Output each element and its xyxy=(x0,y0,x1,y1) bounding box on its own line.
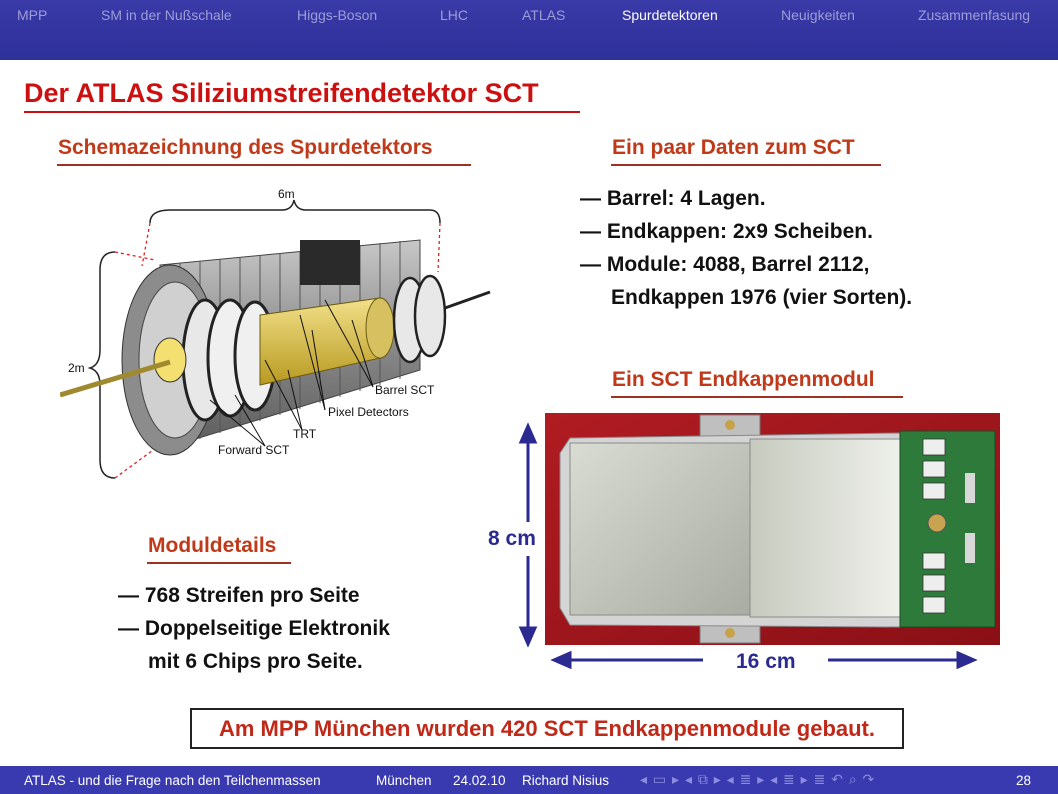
nav-item-spurdetektoren[interactable]: Spurdetektoren xyxy=(622,7,718,23)
footer-place: München xyxy=(376,773,432,788)
nav-item-zusammenfasung[interactable]: Zusammenfasung xyxy=(918,7,1031,23)
list-item: — Doppelseitige Elektronik xyxy=(118,617,390,640)
summary-note: Am MPP München wurden 420 SCT Endkappenmodule gebaut. xyxy=(190,708,904,749)
diagram-label-6m: 6m xyxy=(278,187,295,201)
details-heading-underline xyxy=(147,562,291,564)
diagram-heading-underline xyxy=(57,164,471,166)
footer-bar xyxy=(0,766,1058,794)
diagram-label-2m: 2m xyxy=(68,361,85,375)
endcap-module-photo xyxy=(545,413,1000,645)
sct-data-list xyxy=(580,182,912,314)
nav-item-higgs[interactable]: Higgs-Boson xyxy=(297,7,378,23)
nav-item-lhc[interactable]: LHC xyxy=(440,7,469,23)
slide-title: Der ATLAS Siliziumstreifendetektor SCT xyxy=(24,78,539,108)
detector-schematic xyxy=(60,180,500,485)
list-item: — 768 Streifen pro Seite xyxy=(118,584,360,607)
nav-item-mpp[interactable]: MPP xyxy=(17,7,48,23)
diagram-heading: Schemazeichnung des Spurdetektors xyxy=(58,136,433,159)
data-heading: Ein paar Daten zum SCT xyxy=(612,136,855,159)
nav-item-atlas[interactable]: ATLAS xyxy=(522,7,566,23)
footer-talk-title: ATLAS - und die Frage nach den Teilchenmassen xyxy=(24,773,321,788)
footer-author: Richard Nisius xyxy=(522,773,610,788)
details-heading: Moduldetails xyxy=(148,534,277,557)
nav-item-sm[interactable]: SM in der Nußschale xyxy=(101,7,232,23)
module-height-label: 8 cm xyxy=(488,527,536,550)
module-heading-underline xyxy=(611,396,903,398)
module-details-list xyxy=(118,579,390,678)
diagram-label-pixel: Pixel Detectors xyxy=(328,405,409,419)
title-underline xyxy=(24,111,580,113)
module-heading: Ein SCT Endkappenmodul xyxy=(612,368,875,391)
beamer-navigation-icons[interactable]: ◂ ▭ ▸ ◂ ⧉ ▸ ◂ ≣ ▸ ◂ ≣ ▸ ≣ ↶ ⌕ ↷ xyxy=(640,771,876,787)
diagram-label-forward-sct: Forward SCT xyxy=(218,443,290,457)
diagram-label-barrel-sct: Barrel SCT xyxy=(375,383,435,397)
page-number: 28 xyxy=(1016,773,1032,788)
top-navigation xyxy=(0,0,1058,60)
data-heading-underline xyxy=(611,164,881,166)
list-item: — Endkappen: 2x9 Scheiben. xyxy=(580,220,873,243)
list-item: Endkappen 1976 (vier Sorten). xyxy=(611,286,913,309)
list-item: mit 6 Chips pro Seite. xyxy=(148,650,363,673)
nav-item-neuigkeiten[interactable]: Neuigkeiten xyxy=(781,7,855,23)
diagram-label-trt: TRT xyxy=(293,427,317,441)
footer-date: 24.02.10 xyxy=(453,773,506,788)
list-item: — Module: 4088, Barrel 2112, xyxy=(580,253,870,276)
module-width-label: 16 cm xyxy=(736,650,796,673)
list-item: — Barrel: 4 Lagen. xyxy=(580,187,766,210)
